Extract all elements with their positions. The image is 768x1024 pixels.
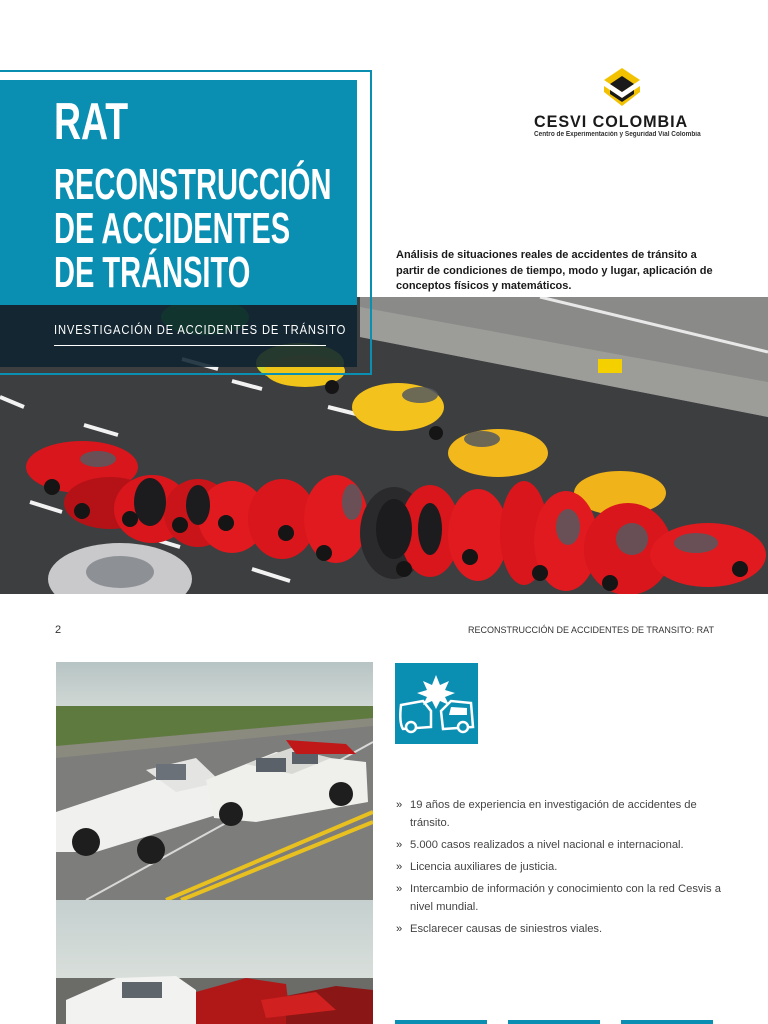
subtitle-underline xyxy=(54,345,326,346)
title-acronym: RAT xyxy=(54,93,129,151)
cesvi-logo-icon xyxy=(604,68,640,106)
car-crash-icon xyxy=(395,663,478,744)
running-head: RECONSTRUCCIÓN DE ACCIDENTES DE TRANSITO: RAT xyxy=(467,625,714,635)
list-item: » Esclarecer causas de siniestros viales. xyxy=(396,920,726,938)
hero-subtitle: INVESTIGACIÓN DE ACCIDENTES DE TRÁNSITO xyxy=(54,322,347,337)
intro-paragraph: Análisis de situaciones reales de accidentes de tránsito a partir de condiciones de tiempo, modo y lugar, aplicación de conceptos físicos y matemáticos. xyxy=(396,249,713,292)
title-line-2: DE ACCIDENTES xyxy=(54,204,291,253)
truck-collision-photo xyxy=(56,900,373,1024)
title-line-1: RECONSTRUCCIÓN xyxy=(54,160,332,209)
list-item: » 5.000 casos realizados a nivel nacional e internacional. xyxy=(396,836,726,854)
list-item: » Intercambio de información y conocimiento con la red Cesvis a nivel mundial. xyxy=(396,880,726,916)
bottom-accent-bar xyxy=(395,1020,487,1024)
pickup-collision-photo xyxy=(56,662,373,900)
logo-tagline: Centro de Experimentación y Seguridad Vial Colombia xyxy=(534,131,701,138)
title-line-3: DE TRÁNSITO xyxy=(54,248,251,297)
bottom-accent-bar xyxy=(621,1020,713,1024)
list-item: » Licencia auxiliares de justicia. xyxy=(396,858,726,876)
bottom-accent-bar xyxy=(508,1020,600,1024)
feature-list xyxy=(396,796,726,942)
logo-name: CESVI COLOMBIA xyxy=(534,112,689,131)
list-item: » 19 años de experiencia en investigación de accidentes de tránsito. xyxy=(396,796,726,832)
page-number: 2 xyxy=(55,624,62,636)
